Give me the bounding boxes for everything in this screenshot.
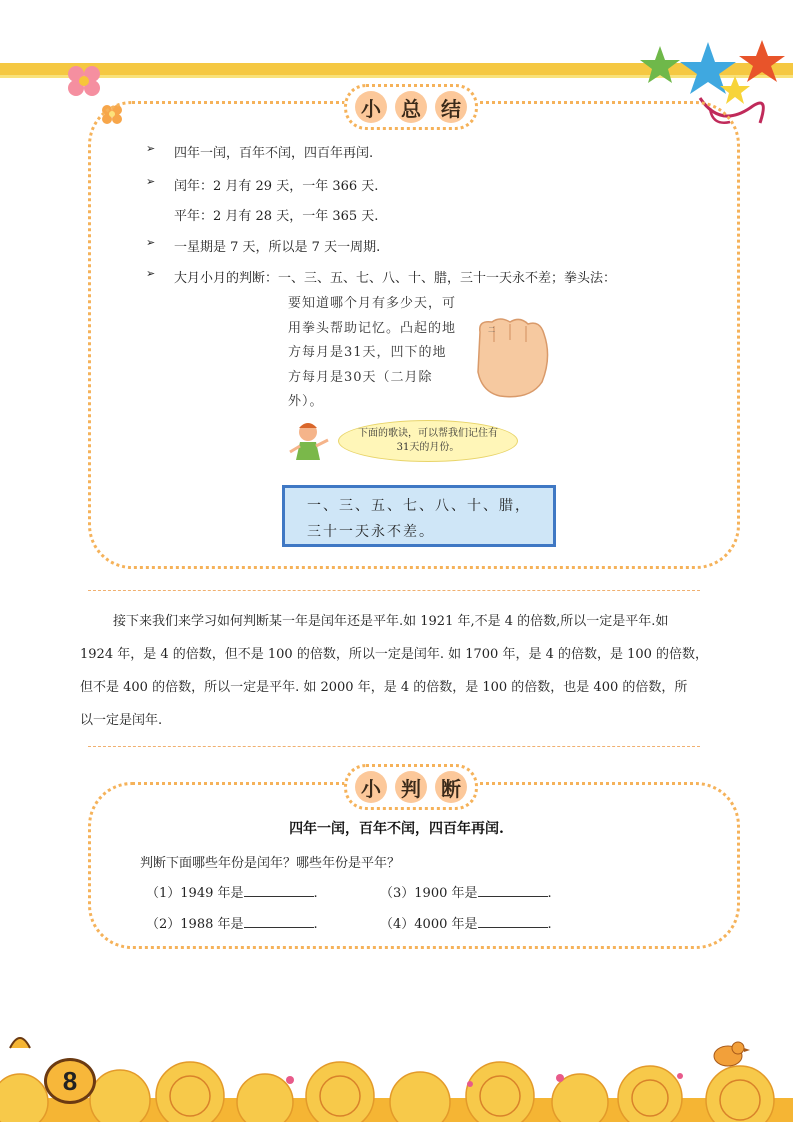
rhyme-box bbox=[282, 485, 556, 547]
arrow-bullet-icon: ➢ bbox=[146, 267, 156, 280]
question-item: （1）1949 年是 . bbox=[146, 886, 318, 901]
question-item: （4）4000 年是 . bbox=[380, 917, 552, 932]
judgment-title-char: 断 bbox=[435, 771, 467, 803]
page-number: 8 bbox=[44, 1058, 96, 1104]
answer-blank[interactable] bbox=[478, 915, 548, 928]
answer-blank[interactable] bbox=[478, 884, 548, 897]
answer-blank[interactable] bbox=[244, 915, 314, 928]
fist-icon bbox=[470, 312, 558, 402]
kid-character-icon bbox=[286, 420, 332, 470]
judgment-question: 判断下面哪些年份是闰年？哪些年份是平年？ bbox=[140, 856, 401, 871]
rhyme-line-2: 三十一天永不差。 bbox=[307, 524, 435, 540]
question-item: （2）1988 年是 . bbox=[146, 917, 318, 932]
summary-title bbox=[344, 84, 478, 130]
svg-text:二: 二 bbox=[488, 326, 495, 334]
paragraph-line: 以一定是闰年. bbox=[80, 713, 163, 728]
paragraph-line: 1924 年，是 4 的倍数，但不是 100 的倍数，所以一定是闰年. 如 1700 年，是 4 的倍数，是 100 的倍数， bbox=[80, 647, 709, 662]
leap-year-rule: 四年一闰，百年不闰，四百年再闰. bbox=[289, 821, 504, 837]
arrow-bullet-icon: ➢ bbox=[146, 142, 156, 155]
arrow-bullet-icon: ➢ bbox=[146, 236, 156, 249]
fist-method-illustration bbox=[278, 290, 560, 552]
summary-title-char: 小 bbox=[355, 91, 387, 123]
arrow-bullet-icon: ➢ bbox=[146, 175, 156, 188]
paragraph-line: 但不是 400 的倍数，所以一定是平年. 如 2000 年，是 4 的倍数，是 100 的倍数，也是 400 的倍数，所 bbox=[80, 680, 688, 695]
judgment-title-char: 判 bbox=[395, 771, 427, 803]
question-item: （3）1900 年是 . bbox=[380, 886, 552, 901]
judgment-title bbox=[344, 764, 478, 810]
section-divider bbox=[88, 746, 700, 747]
summary-title-char: 总 bbox=[395, 91, 427, 123]
judgment-title-char: 小 bbox=[355, 771, 387, 803]
footer-decoration-icon bbox=[0, 1018, 793, 1122]
answer-blank[interactable] bbox=[244, 884, 314, 897]
explanation-paragraph bbox=[80, 605, 713, 737]
paragraph-line: 接下来我们来学习如何判断某一年是闰年还是平年.如 1921 年,不是 4 的倍数,所以一定是平年.如 bbox=[113, 614, 669, 629]
fist-method-text: 要知道哪个月有多少天，可用拳头帮助记忆。凸起的地方每月是31天，凹下的地方每月是30天（二月除外）。 bbox=[288, 296, 457, 409]
section-divider bbox=[88, 590, 700, 591]
summary-title-char: 结 bbox=[435, 91, 467, 123]
speech-bubble: 下面的歌诀，可以帮我们记住有31天的月份。 bbox=[338, 420, 518, 462]
rhyme-line-1: 一、三、五、七、八、十、腊， bbox=[307, 498, 531, 514]
